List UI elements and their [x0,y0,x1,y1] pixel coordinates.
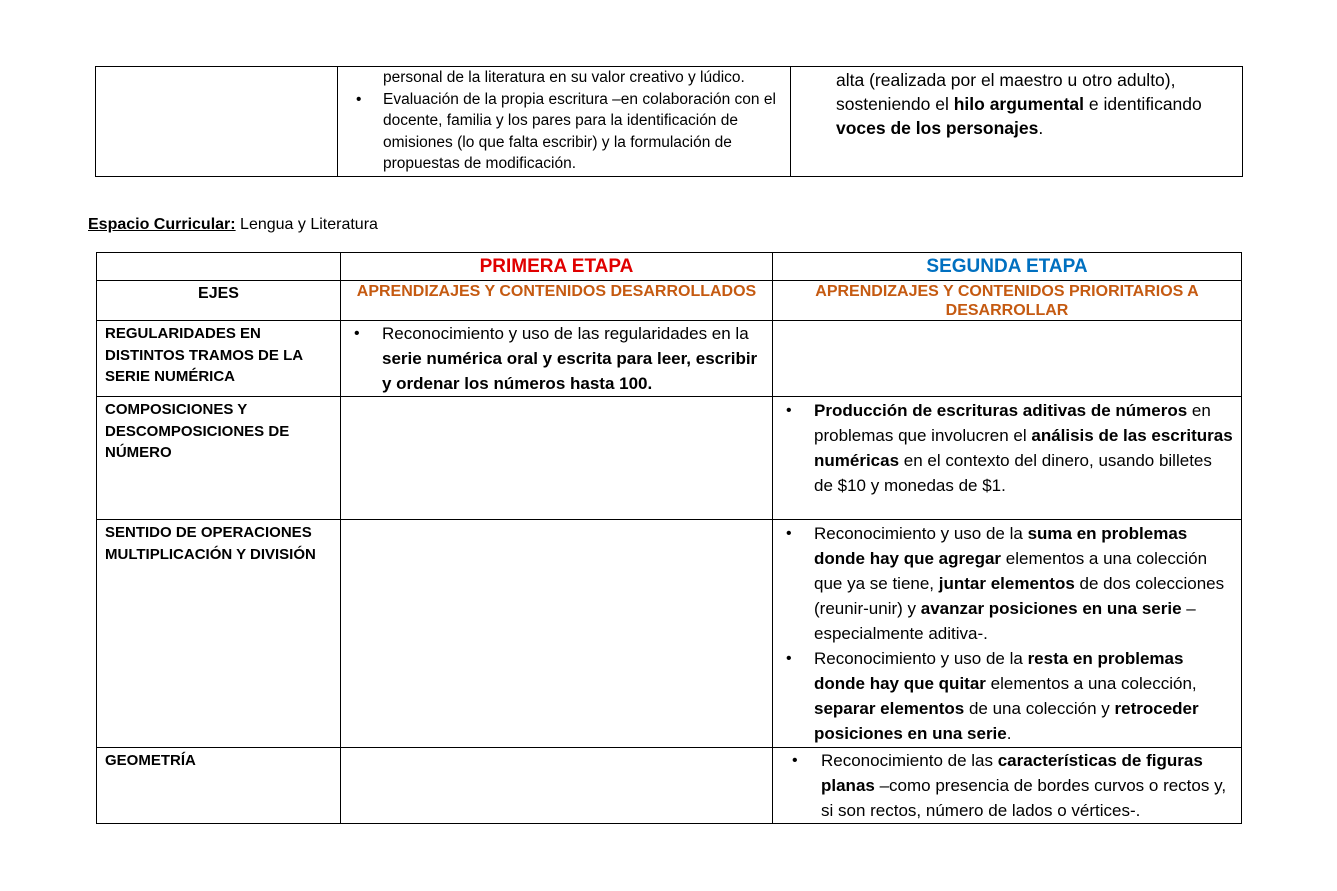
bold-run: separar elementos [814,699,965,718]
bold-run: serie numérica oral y escrita para leer, escribir y ordenar los números hasta 100. [382,349,758,393]
text-run: de una colección y [964,699,1115,718]
list-item: • Evaluación de la propia escritura –en colaboración con el docente, familia y los pares para la identificación de omisiones (lo que falta escribir) y la formulación de propuestas de modificación. [383,89,790,175]
col2-header [773,281,1242,321]
bold-run: suma en problemas donde hay que agregar [814,524,1188,568]
table-row [97,748,1242,824]
text-run: Reconocimiento y uso de la [814,649,1028,668]
primera-cell [341,520,773,748]
eje-cell [97,321,341,397]
text-run: de dos colecciones (reunir-unir) y [814,574,1225,618]
text-run: –como presencia de bordes curvos o rectos y, si son rectos, número de lados o vértices-. [821,776,1227,820]
text-run: –especialmente aditiva-. [814,599,1196,643]
section-heading [88,216,378,234]
eje-cell [97,397,341,520]
text-run: Reconocimiento y uso de la [814,524,1028,543]
middle-bullet-list [338,89,790,175]
bold-run: análisis de las escrituras numéricas [814,426,1233,470]
eje-label: REGULARIDADES EN DISTINTOS TRAMOS DE LA SERIE NUMÉRICA [105,325,303,385]
bold-run: voces de los personajes [836,118,1039,138]
segunda-cell [773,321,1242,397]
bold-run: Producción de escrituras aditivas de números [814,401,1188,420]
section-heading-label: Espacio Curricular: [88,216,236,233]
bold-run: características de figuras planas [821,751,1203,795]
text-run: elementos a una colección que ya se tiene, [814,549,1208,593]
col1-header-text: APRENDIZAJES Y CONTENIDOS DESARROLLADOS [356,283,757,300]
bold-run: hilo argumental [953,94,1085,114]
list-item [773,521,1241,646]
list-item [773,646,1241,746]
eje-cell [97,520,341,748]
text-run: en problemas que involucren el [814,401,1211,445]
col1-header [341,281,773,321]
list-item [773,748,1241,823]
empty-header-cell [97,253,341,281]
list-item [773,398,1241,498]
eje-label: SENTIDO DE OPERACIONES MULTIPLICACIÓN Y DIVISIÓN [105,524,316,563]
continuation-text: personal de la literatura en su valor creativo y lúdico. [383,69,745,86]
segunda-cell [773,520,1242,748]
primera-cell [341,397,773,520]
text-run: Reconocimiento de las [821,751,998,770]
continuation-row [96,67,1243,177]
text-run: e identificando [1084,94,1202,114]
text-run: alta (realizada por el maestro u otro adulto), sosteniendo el [836,70,1176,114]
stage-header-row [97,253,1242,281]
text-run: elementos a una colección, [985,674,1197,693]
list-item [341,321,772,396]
table-row [97,520,1242,748]
eje-cell [97,748,341,824]
text-run: . [1006,724,1012,743]
table-row [97,397,1242,520]
right-text [791,67,1242,140]
bold-run: juntar elementos [938,574,1075,593]
bold-run: resta en problemas donde hay que quitar [814,649,1184,693]
text-run: en el contexto del dinero, usando billetes de $10 y monedas de $1. [814,451,1212,495]
eje-label: GEOMETRÍA [105,752,196,769]
eje-label: COMPOSICIONES Y DESCOMPOSICIONES DE NÚMERO [105,401,290,461]
bold-run: avanzar posiciones en una serie [920,599,1182,618]
stage2-header: SEGUNDA ETAPA [773,253,1242,281]
table-row [97,321,1242,397]
content-list [773,748,1241,823]
stage1-header: PRIMERA ETAPA [341,253,773,281]
segunda-cell [773,748,1242,824]
text-run: Reconocimiento y uso de las regularidades en la [382,324,749,343]
ejes-header-text: EJES [198,285,239,302]
content-list [773,397,1241,498]
content-list [773,520,1241,746]
right-cell [791,67,1243,177]
curriculum-table [96,252,1242,824]
section-heading-value: Lengua y Literatura [235,216,378,233]
ejes-header [97,281,341,321]
bold-run: retroceder posiciones en una serie [814,699,1199,743]
empty-cell [96,67,338,177]
content-list [341,321,772,396]
col2-header-text: APRENDIZAJES Y CONTENIDOS PRIORITARIOS A DESARROLLAR [815,283,1199,319]
segunda-cell [773,397,1242,520]
primera-cell [341,748,773,824]
middle-cell [338,67,791,177]
primera-cell [341,321,773,397]
text-run: . [1038,118,1044,138]
subheader-row [97,281,1242,321]
continuation-table [95,66,1243,177]
